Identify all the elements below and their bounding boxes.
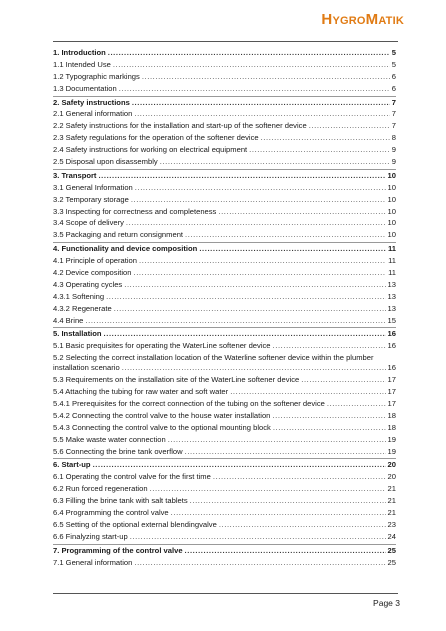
toc-page-number: 13	[387, 279, 396, 289]
toc-page-number: 10	[387, 194, 396, 204]
toc-entry-title: 4.4 Brine	[53, 315, 84, 325]
toc-page-number: 17	[387, 398, 396, 408]
dot-leader	[106, 292, 385, 302]
dot-leader	[134, 268, 387, 278]
toc-entry[interactable]	[53, 423, 396, 433]
toc-entry-title: 3.4 Scope of delivery	[53, 218, 124, 228]
dot-leader	[190, 496, 386, 506]
dot-leader	[130, 532, 386, 542]
toc-entry[interactable]	[53, 375, 396, 385]
toc-page-number: 20	[387, 472, 396, 482]
toc-entry-title: 2.1 General information	[53, 109, 133, 119]
toc-page-number: 13	[387, 291, 396, 301]
logo-letter-h: H	[321, 11, 333, 28]
toc-entry[interactable]	[53, 195, 396, 205]
toc-entry-title: 2. Safety instructions	[53, 97, 130, 107]
dot-leader	[185, 546, 386, 556]
toc-page-number: 10	[387, 230, 396, 240]
dot-leader	[139, 256, 386, 266]
toc-entry-title: 3.5 Packaging and return consignment	[53, 230, 184, 240]
toc-page-number: 7	[391, 97, 396, 107]
toc-entry-title: 5.1 Basic prequisites for operating the WaterLine softener device	[53, 341, 271, 351]
page-number: Page 3	[373, 598, 400, 608]
toc-entry-title: 1.2 Typographic markings	[53, 71, 140, 81]
footer-divider	[53, 593, 398, 594]
toc-entry[interactable]	[53, 280, 396, 290]
toc-entry-title: 2.3 Safety regulations for the operation of the softener device	[53, 133, 259, 143]
toc-entry[interactable]	[53, 316, 396, 326]
dot-leader	[185, 230, 386, 240]
toc-page-number: 18	[387, 422, 396, 432]
dot-leader	[124, 280, 385, 290]
toc-entry-title: 5.5 Make waste water connection	[53, 434, 166, 444]
toc-entry-title: 2.5 Disposal upon disassembly	[53, 157, 158, 167]
toc-page-number: 10	[387, 206, 396, 216]
toc-page-number: 21	[387, 496, 396, 506]
toc-page-number: 11	[387, 244, 396, 254]
toc-page-number: 6	[391, 71, 396, 81]
toc-page-number: 7	[391, 121, 396, 131]
toc-entry-title: 1.3 Documentation	[53, 83, 117, 93]
toc-chapter-entry[interactable]	[53, 544, 396, 556]
toc-entry[interactable]	[53, 84, 396, 94]
toc-chapter-entry[interactable]	[53, 169, 396, 181]
toc-entry[interactable]	[53, 256, 396, 266]
toc-entry[interactable]	[53, 145, 396, 155]
toc-chapter-entry[interactable]	[53, 327, 396, 339]
dot-leader	[98, 171, 385, 181]
dot-leader	[199, 244, 386, 254]
toc-entry[interactable]	[53, 508, 396, 518]
toc-entry-title: 5.4 Attaching the tubing for raw water and soft water	[53, 387, 229, 397]
toc-entry-title: 6.1 Operating the control valve for the first time	[53, 472, 211, 482]
toc-entry-title: 4.3 Operating cycles	[53, 279, 123, 289]
toc-entry[interactable]	[53, 520, 396, 530]
toc-page-number: 8	[391, 133, 396, 143]
toc-page-number: 10	[387, 170, 396, 180]
dot-leader	[309, 121, 390, 131]
toc-entry-title: 5.4.2 Connecting the control valve to the house water installation	[53, 410, 271, 420]
toc-page-number: 21	[387, 507, 396, 517]
toc-page-number: 6	[391, 83, 396, 93]
dot-leader	[273, 341, 386, 351]
toc-entry[interactable]	[53, 157, 396, 167]
dot-leader	[134, 558, 385, 568]
toc-page-number: 17	[387, 387, 396, 397]
toc-entry-title: 3. Transport	[53, 170, 97, 180]
toc-chapter-entry[interactable]	[53, 96, 396, 108]
dot-leader	[171, 508, 386, 518]
toc-entry-title: 5.4.1 Prerequisites for the correct connection of the tubing on the softener device	[53, 398, 325, 408]
toc-entry-title: 7.1 General information	[53, 557, 133, 567]
toc-entry-title: 6.6 Finalyzing start-up	[53, 531, 128, 541]
toc-page-number: 16	[387, 341, 396, 351]
dot-leader	[249, 145, 390, 155]
toc-entry-title: 5.6 Connecting the brine tank overflow	[53, 446, 183, 456]
dot-leader	[134, 109, 389, 119]
toc-page-number: 11	[388, 256, 396, 266]
toc-page-number: 16	[387, 329, 396, 339]
dot-leader	[168, 435, 386, 445]
toc-entry[interactable]	[53, 387, 396, 397]
dot-leader	[160, 157, 390, 167]
hygromatik-logo	[321, 12, 404, 28]
dot-leader	[104, 329, 386, 339]
toc-entry-title: 6.5 Setting of the optional external blendingvalve	[53, 519, 217, 529]
toc-page-number: 18	[387, 410, 396, 420]
toc-entry[interactable]	[53, 496, 396, 506]
toc-entry-title: 4.2 Device composition	[53, 268, 132, 278]
toc-entry[interactable]	[53, 532, 396, 542]
toc-page-number: 15	[387, 315, 396, 325]
toc-entry-title: 5.4.3 Connecting the control valve to the optional mounting block	[53, 422, 271, 432]
toc-entry[interactable]	[53, 218, 396, 228]
dot-leader	[113, 60, 390, 70]
toc-entry[interactable]	[53, 472, 396, 482]
toc-page-number: 19	[387, 434, 396, 444]
toc-entry-title: 7. Programming of the control valve	[53, 545, 183, 555]
toc-page-number: 24	[387, 531, 396, 541]
toc-entry-title: 4.3.2 Regenerate	[53, 303, 112, 313]
dot-leader	[301, 375, 385, 385]
toc-entry[interactable]	[53, 268, 396, 278]
toc-entry[interactable]	[53, 60, 396, 70]
toc-entry[interactable]	[53, 447, 396, 457]
toc-chapter-entry[interactable]	[53, 458, 396, 470]
toc-page-number: 10	[387, 182, 396, 192]
toc-entry-title: 4.1 Principle of operation	[53, 256, 138, 266]
dot-leader	[142, 72, 390, 82]
dot-leader	[131, 195, 386, 205]
toc-entry[interactable]	[53, 292, 396, 302]
toc-entry[interactable]	[53, 121, 396, 131]
dot-leader	[185, 447, 386, 457]
toc-page-number: 13	[387, 303, 396, 313]
dot-leader	[122, 363, 386, 373]
dot-leader	[126, 218, 386, 228]
toc-entry[interactable]	[53, 435, 396, 445]
toc-entry-title: 6.4 Programming the control valve	[53, 507, 169, 517]
toc-entry-title: 5.3 Requirements on the installation site of the WaterLine softener device	[53, 375, 300, 385]
toc-entry-title: 2.4 Safety instructions for working on electrical equipment	[53, 145, 248, 155]
header-divider	[53, 41, 398, 42]
logo-letter-m: M	[365, 11, 379, 28]
toc-entry[interactable]	[53, 207, 396, 217]
toc-page-number: 21	[387, 484, 396, 494]
dot-leader	[272, 411, 385, 421]
dot-leader	[230, 387, 385, 397]
dot-leader	[273, 423, 386, 433]
dot-leader	[132, 98, 390, 108]
toc-entry-title: 6.3 Filling the brine tank with salt tablets	[53, 496, 188, 506]
toc-page-number: 9	[391, 157, 396, 167]
toc-entry-title: 4.3.1 Softening	[53, 291, 105, 301]
dot-leader	[150, 484, 386, 494]
toc-page-number: 19	[387, 446, 396, 456]
dot-leader	[327, 399, 386, 409]
toc-entry-title: 4. Functionality and device composition	[53, 244, 198, 254]
toc-entry-title: 6. Start-up	[53, 460, 91, 470]
dot-leader	[119, 84, 390, 94]
toc-page-number: 25	[387, 557, 396, 567]
dot-leader	[213, 472, 386, 482]
toc-page-number: 16	[387, 363, 396, 373]
toc-entry[interactable]	[53, 183, 396, 193]
toc-chapter-entry[interactable]	[53, 47, 396, 58]
toc-entry[interactable]	[53, 353, 396, 373]
toc-page-number: 23	[387, 519, 396, 529]
dot-leader	[219, 520, 386, 530]
dot-leader	[85, 316, 385, 326]
toc-page-number: 20	[387, 460, 396, 470]
table-of-contents	[53, 47, 396, 569]
toc-entry-title-continued: installation scenario	[53, 363, 120, 373]
toc-entry[interactable]	[53, 230, 396, 240]
toc-page-number: 5	[391, 48, 396, 57]
toc-entry-title: 2.2 Safety instructions for the installation and start-up of the softener device	[53, 121, 307, 131]
toc-entry[interactable]	[53, 399, 396, 409]
toc-page-number: 5	[391, 59, 396, 69]
toc-entry[interactable]	[53, 558, 396, 568]
dot-leader	[114, 304, 386, 314]
dot-leader	[135, 183, 386, 193]
toc-entry-title: 6.2 Run forced regeneration	[53, 484, 148, 494]
toc-page-number: 17	[387, 375, 396, 385]
toc-page-number: 10	[387, 218, 396, 228]
toc-page-number: 25	[387, 545, 396, 555]
toc-entry[interactable]	[53, 484, 396, 494]
toc-entry[interactable]	[53, 304, 396, 314]
dot-leader	[108, 48, 390, 58]
toc-entry-title: 5. Installation	[53, 329, 102, 339]
toc-entry[interactable]	[53, 341, 396, 351]
toc-entry-title: 3.2 Temporary storage	[53, 194, 129, 204]
logo-text-ygro: YGRO	[332, 15, 366, 27]
toc-entry-title: 3.1 General Information	[53, 182, 133, 192]
toc-page-number: 7	[391, 109, 396, 119]
dot-leader	[218, 207, 385, 217]
toc-entry[interactable]	[53, 72, 396, 82]
toc-entry-title: 1.1 Intended Use	[53, 59, 111, 69]
toc-chapter-entry[interactable]	[53, 242, 396, 254]
toc-entry-title: 3.3 Inspecting for correctness and completeness	[53, 206, 217, 216]
logo-text-atik: ATIK	[378, 15, 404, 27]
toc-entry-title: 5.2 Selecting the correct installation location of the Waterline softener device within the plumber	[53, 353, 374, 363]
toc-entry[interactable]	[53, 109, 396, 119]
toc-entry-title: 1. Introduction	[53, 48, 106, 57]
toc-entry[interactable]	[53, 133, 396, 143]
dot-leader	[261, 133, 390, 143]
toc-entry[interactable]	[53, 411, 396, 421]
toc-page-number: 9	[391, 145, 396, 155]
toc-page-number: 11	[388, 268, 396, 278]
dot-leader	[93, 460, 386, 470]
